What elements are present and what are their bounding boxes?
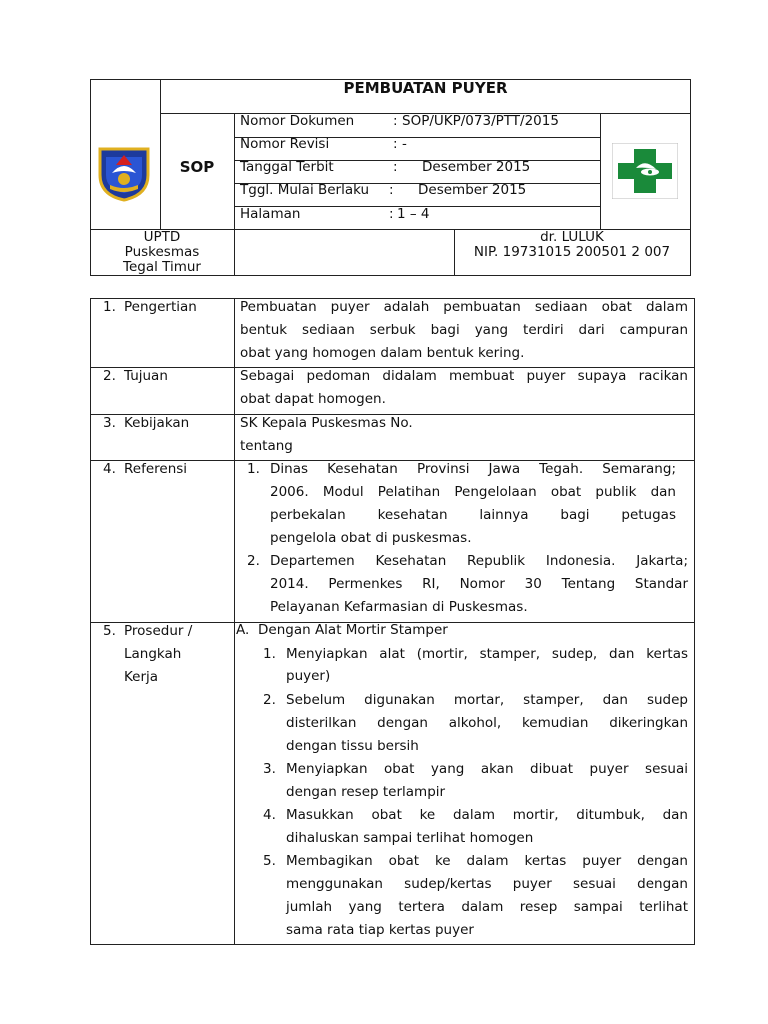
sop-label: SOP [179, 158, 215, 176]
doc-row-label: Nomor Dokumen [240, 113, 355, 129]
step-number: 2. [263, 692, 276, 708]
reference-number: 2. [247, 553, 260, 569]
step-number: 3. [263, 761, 276, 777]
signer-name: dr. LULUK [540, 229, 604, 245]
signer-block [454, 230, 690, 260]
section-title: Referensi [124, 461, 188, 477]
section-title: Prosedur / [124, 623, 193, 639]
section-title: Kerja [124, 669, 159, 685]
reference-text: Departemen Kesehatan Republik Indonesia. Jakarta; [270, 553, 688, 569]
section-text: SK Kepala Puskesmas No. [240, 415, 413, 431]
section-text: Sebagai pedoman didalam membuat puyer supaya racikan [240, 368, 688, 384]
section-number: 1. [103, 299, 116, 315]
section-number: 4. [103, 461, 116, 477]
section-text: tentang [240, 438, 293, 454]
step-text: jumlah yang tertera dalam resep sampai terlihat [286, 899, 688, 915]
step-text: dengan resep terlampir [286, 784, 446, 800]
doc-row-sep: : [393, 159, 398, 175]
org-name: UPTD Puskesmas Tegal Timur [123, 229, 201, 275]
step-number: 5. [263, 853, 276, 869]
step-text: disterilkan dengan alkohol, kemudian dikeringkan [286, 715, 688, 731]
section-number: 2. [103, 368, 116, 384]
section-text: bentuk sediaan serbuk bagi yang terdiri dari campuran [240, 322, 688, 338]
section-text: obat dapat homogen. [240, 391, 386, 407]
procedure-sub-title: Dengan Alat Mortir Stamper [258, 622, 448, 638]
reference-text: pengelola obat di puskesmas. [270, 530, 472, 546]
doc-row-sep: : [389, 182, 394, 198]
reference-text: perbekalan kesehatan lainnya bagi petugas [270, 507, 676, 523]
section-title: Pengertian [124, 299, 197, 315]
doc-row-sep: : [393, 136, 398, 152]
step-number: 1. [263, 646, 276, 662]
step-text: sama rata tiap kertas puyer [286, 922, 474, 938]
doc-row-sep: : [393, 113, 398, 129]
section-title: Langkah [124, 646, 182, 662]
reference-number: 1. [247, 461, 260, 477]
doc-row-value: - [402, 136, 407, 152]
signer-nip: NIP. 19731015 200501 2 007 [473, 244, 671, 260]
doc-row-label: Tanggal Terbit [240, 159, 334, 175]
step-text: menggunakan sudep/kertas puyer sesuai dengan [286, 876, 688, 892]
regional-emblem-icon [94, 143, 154, 203]
puskesmas-cross-icon [612, 143, 678, 199]
step-text: Membagikan obat ke dalam kertas puyer dengan [286, 853, 688, 869]
doc-row-value: 1 – 4 [397, 206, 430, 222]
doc-row-label: Halaman [240, 206, 301, 222]
reference-text: Pelayanan Kefarmasian di Puskesmas. [270, 599, 528, 615]
procedure-sub-letter: A. [236, 622, 250, 638]
section-text: Pembuatan puyer adalah pembuatan sediaan obat dalam [240, 299, 688, 315]
doc-row-label: Tggl. Mulai Berlaku [240, 182, 370, 198]
doc-row-value: Desember 2015 [418, 182, 527, 198]
doc-row-sep: : [389, 206, 394, 222]
section-title: Kebijakan [124, 415, 190, 431]
section-number: 3. [103, 415, 116, 431]
section-number: 5. [103, 623, 116, 639]
step-text: Menyiapkan alat (mortir, stamper, sudep, dan kertas [286, 646, 688, 662]
reference-text: 2006. Modul Pelatihan Pengelolaan obat publik dan [270, 484, 676, 500]
step-text: dihaluskan sampai terlihat homogen [286, 830, 534, 846]
section-text: obat yang homogen dalam bentuk kering. [240, 345, 525, 361]
reference-text: Dinas Kesehatan Provinsi Jawa Tegah. Semarang; [270, 461, 676, 477]
document-title: PEMBUATAN PUYER [343, 79, 508, 97]
section-title: Tujuan [124, 368, 168, 384]
step-text: dengan tissu bersih [286, 738, 419, 754]
step-number: 4. [263, 807, 276, 823]
reference-text: 2014. Permenkes RI, Nomor 30 Tentang Standar [270, 576, 688, 592]
step-text: Sebelum digunakan mortar, stamper, dan sudep [286, 692, 688, 708]
doc-row-value: Desember 2015 [422, 159, 531, 175]
step-text: Masukkan obat ke dalam mortir, ditumbuk, dan [286, 807, 688, 823]
doc-row-value: SOP/UKP/073/PTT/2015 [402, 113, 559, 129]
doc-row-label: Nomor Revisi [240, 136, 330, 152]
step-text: puyer) [286, 668, 331, 684]
step-text: Menyiapkan obat yang akan dibuat puyer sesuai [286, 761, 688, 777]
